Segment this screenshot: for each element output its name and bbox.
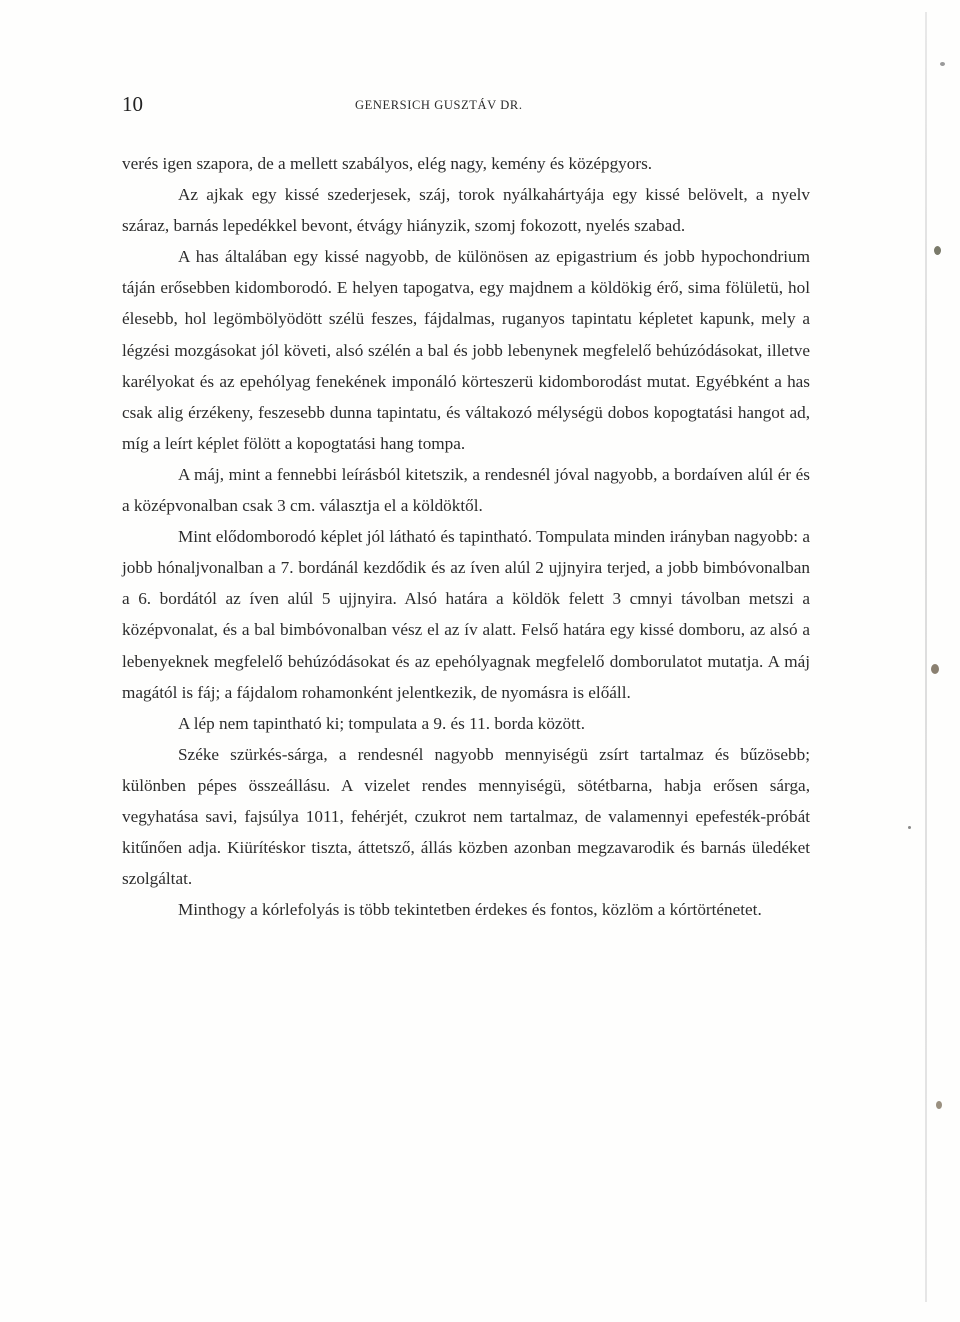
paragraph: Mint elődomborodó képlet jól látható és tapintható. Tompulata minden irányban nagyobb: a jobb hónaljvonalban a 7. bordánál kezdődik és az íven alúl 2 ujjnyira terjed, a jobb bimbóvonalban a 6. bordától az íven alúl 5 ujjnyira. Alsó határa a köldök felett 3 cmnyi távolban metszi a középvonalat, és a bal bimbóvonalban vész el az ív alatt. Felső határa egy kissé domboru, az alsó a lebenyeknek megfelelő behúzódásokat és az epehólyagnak megfelelő domborulatot mutatja. A máj magától is fáj; a fájdalom rohamonként jelentkezik, de nyomásra is előáll. xyxy=(122,527,810,702)
paragraph: Az ajkak egy kissé szederjesek, száj, torok nyálkahártyája egy kissé belövelt, a nyelv száraz, barnás lepedékkel bevont, étvágy hiányzik, szomj fokozott, nyelés szabad. xyxy=(122,185,810,236)
margin-speck xyxy=(940,62,945,66)
paragraph: A máj, mint a fennebbi leírásból kitetszik, a rendesnél jóval nagyobb, a bordaíven alúl ér és a középvonalban csak 3 cm. választja el a köldöktől. xyxy=(122,464,810,516)
running-head: GENERSICH GUSZTÁV DR. xyxy=(355,98,523,112)
body-text xyxy=(122,148,810,925)
paragraph: A lép nem tapintható ki; tompulata a 9. és 11. borda között. xyxy=(178,713,586,733)
margin-speck xyxy=(931,664,939,674)
page-header xyxy=(122,92,822,132)
paragraph: Széke szürkés-sárga, a rendesnél nagyobb mennyiségü zsírt tartalmaz és bűzösebb; különben pépes összeállásu. A vizelet rendes mennyiségü, sötétbarna, habja erősen sárga, vegyhatása savi, fajsúlya 1011, fehérjét, czukrot nem tartalmaz, de valamennyi epefesték-próbát kitűnően adja. Kiürítéskor tiszta, áttetsző, állás közben azonban megzavarodik és barnás üledéket szolgáltat. xyxy=(122,744,810,889)
margin-speck xyxy=(936,1101,942,1109)
page-number: 10 xyxy=(122,92,143,116)
margin-speck xyxy=(908,826,911,829)
margin-speck xyxy=(934,246,941,255)
paragraph: verés igen szapora, de a mellett szabályos, elég nagy, kemény és középgyors. xyxy=(122,154,653,173)
paragraph: A has általában egy kissé nagyobb, de különösen az epigastrium és jobb hypochondrium táján erősebben kidomborodó. E helyen tapogatva, egy majdnem a köldökig érő, sima fölületü, hol élesebb, hol legömbölyödött szélü feszes, fájdalmas, ruganyos tapintatu képletet kapunk, mely a légzési mozgásokat jól követi, alsó szélén a bal és jobb lebenynek megfelelő behúzódásokat, illetve karélyokat és az epehólyag fenekének imponáló körteszerü kidomborodást mutat. Egyébként a has csak alig érzékeny, feszesebb dunna tapintatu, és váltakozó mélységü dobos kopogtatási hangot ad, míg a leírt képlet fölött a kopogtatási hang tompa. xyxy=(122,247,810,453)
page-edge-shadow xyxy=(925,12,927,1302)
paragraph: Minthogy a kórlefolyás is több tekintetben érdekes és fontos, közlöm a kórtörténetet. xyxy=(178,900,762,920)
